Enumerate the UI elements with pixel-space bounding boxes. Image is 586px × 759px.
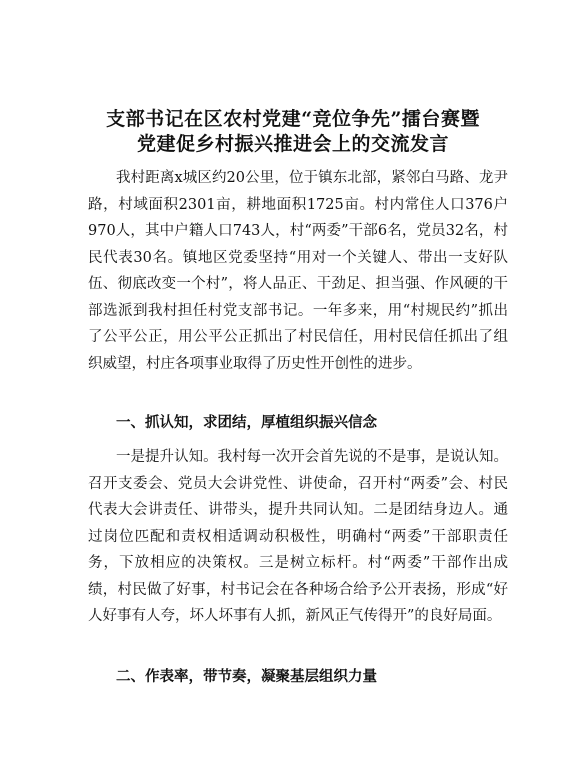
intro-paragraph: 我村距离x城区约20公里，位于镇东北部，紧邻白马路、龙尹路，村域面积2301亩，耕地面积1725亩。村内常住人口376户970人，其中户籍人口743人，村“两委”干部6名，党员32名，村民代表30名。镇地区党委坚持“用对一个关键人、带出一支好队伍、彻底改变一个村”，将人品正、干劲足、担当强、作风硬的干部选派到我村担任村党支部书记。一年多来，用“村规民约”抓出了公平公正，用公平公正抓出了村民信任，用村民信任抓出了组织威望，村庄各项事业取得了历史性开创性的进步。: [88, 170, 508, 372]
section-1-paragraph: 一是提升认知。我村每一次开会首先说的不是事，是说认知。召开支委会、党员大会讲党性、讲使命，召开村“两委”会、村民代表大会讲责任、讲带头，提升共同认知。二是团结身边人。通过岗位匹配和责权相适调动积极性，明确村“两委”干部职责任务，下放相应的决策权。三是树立标杆。村“两委”干部作出成绩，村民做了好事，村书记会在各种场合给予公开表扬，形成“好人好事有人夸，坏人坏事有人抓，新风正气传得开”的良好局面。: [88, 449, 508, 624]
document-title-line-2: 党建促乡村振兴推进会上的交流发言: [136, 133, 449, 155]
section-heading-1: 一、抓认知，求团结，厚植组织振兴信念: [116, 414, 377, 431]
section-heading-2: 二、作表率，带节奏，凝聚基层组织力量: [116, 668, 377, 685]
document-title-line-1: 支部书记在区农村党建“竞位争先”擂台赛暨: [106, 108, 480, 130]
